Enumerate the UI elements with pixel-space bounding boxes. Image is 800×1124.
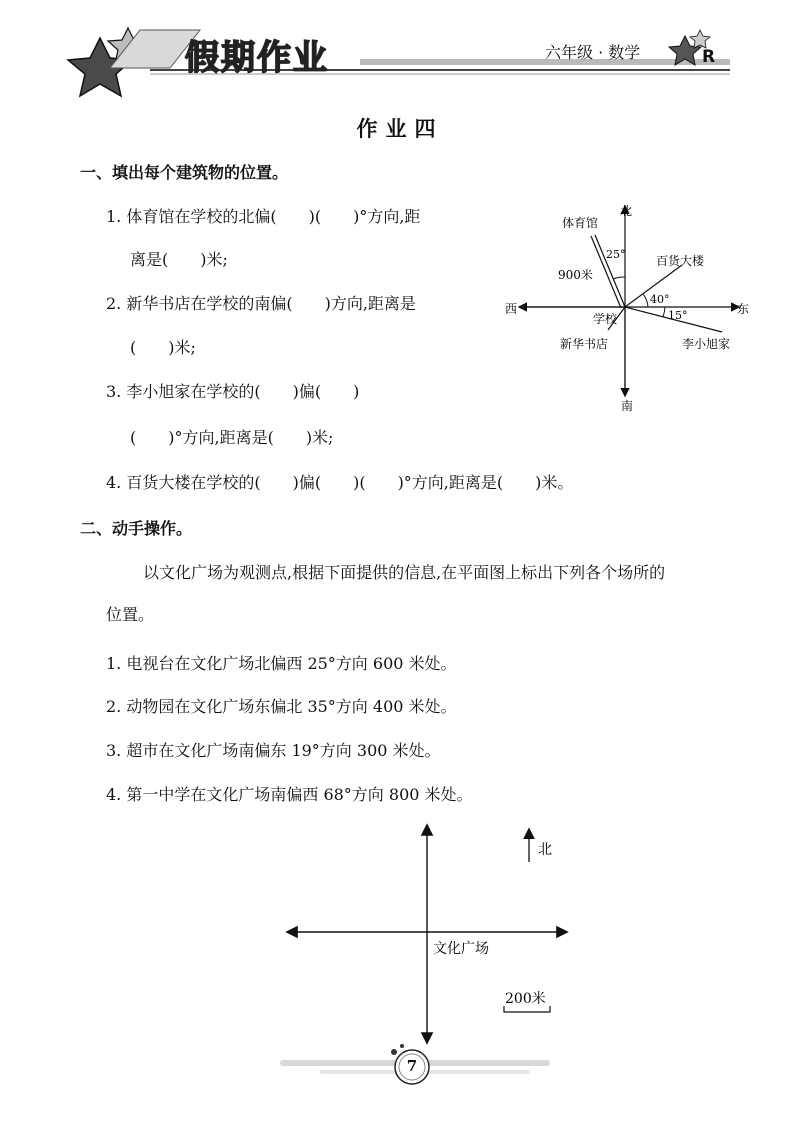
question-1-line-1: 1. 体育馆在学校的北偏( )( )°方向,距 bbox=[106, 207, 421, 226]
list-item: 4. 第一中学在文化广场南偏西 68°方向 800 米处。 bbox=[106, 785, 473, 804]
section-2-intro-line-2: 位置。 bbox=[106, 605, 155, 624]
question-1-line-2: 离是( )米; bbox=[130, 250, 228, 269]
diagram-south: 南 bbox=[621, 399, 634, 413]
map-plane bbox=[280, 820, 580, 1050]
header-banner bbox=[0, 0, 800, 110]
edition-badge: R bbox=[702, 47, 716, 67]
header-title: 假期作业 bbox=[185, 38, 329, 78]
gym-ray bbox=[595, 235, 625, 307]
diagram-store: 百货大楼 bbox=[656, 254, 705, 268]
map-center: 文化广场 bbox=[433, 941, 489, 957]
question-2-line-1: 2. 新华书店在学校的南偏( )方向,距离是 bbox=[106, 294, 416, 313]
list-item: 1. 电视台在文化广场北偏西 25°方向 600 米处。 bbox=[106, 654, 457, 673]
question-4: 4. 百货大楼在学校的( )偏( )( )°方向,距离是( )米。 bbox=[106, 473, 574, 492]
direction-diagram bbox=[500, 195, 760, 420]
grade-label: 六年级 · 数学 bbox=[545, 43, 641, 62]
diagram-north: 北 bbox=[620, 204, 633, 218]
diagram-gym: 体育馆 bbox=[562, 216, 599, 230]
map-scale: 200米 bbox=[505, 991, 546, 1007]
diagram-center: 学校 bbox=[593, 312, 618, 326]
page-number: 7 bbox=[406, 1057, 418, 1075]
diagram-home: 李小旭家 bbox=[682, 337, 731, 351]
diagram-east: 东 bbox=[737, 302, 750, 316]
list-item: 2. 动物园在文化广场东偏北 35°方向 400 米处。 bbox=[106, 697, 457, 716]
diagram-angle-store: 40° bbox=[650, 293, 670, 306]
section-1-heading: 一、填出每个建筑物的位置。 bbox=[80, 163, 289, 182]
section-2-intro-line-1: 以文化广场为观测点,根据下面提供的信息,在平面图上标出下列各个场所的 bbox=[143, 563, 666, 582]
diagram-angle-gym: 25° bbox=[606, 248, 626, 261]
diagram-west: 西 bbox=[505, 302, 518, 316]
question-2-line-2: ( )米; bbox=[130, 338, 196, 357]
question-3-line-2: ( )°方向,距离是( )米; bbox=[130, 428, 334, 447]
diagram-angle-home: 15° bbox=[668, 309, 688, 322]
diagram-distance-gym: 900米 bbox=[558, 268, 593, 282]
map-north: 北 bbox=[538, 842, 552, 858]
section-2-heading: 二、动手操作。 bbox=[80, 519, 193, 538]
question-3-line-1: 3. 李小旭家在学校的( )偏( ) bbox=[106, 382, 360, 401]
diagram-bookstore: 新华书店 bbox=[560, 337, 609, 351]
list-item: 3. 超市在文化广场南偏东 19°方向 300 米处。 bbox=[106, 741, 441, 760]
page-title: 作业四 bbox=[356, 116, 444, 141]
